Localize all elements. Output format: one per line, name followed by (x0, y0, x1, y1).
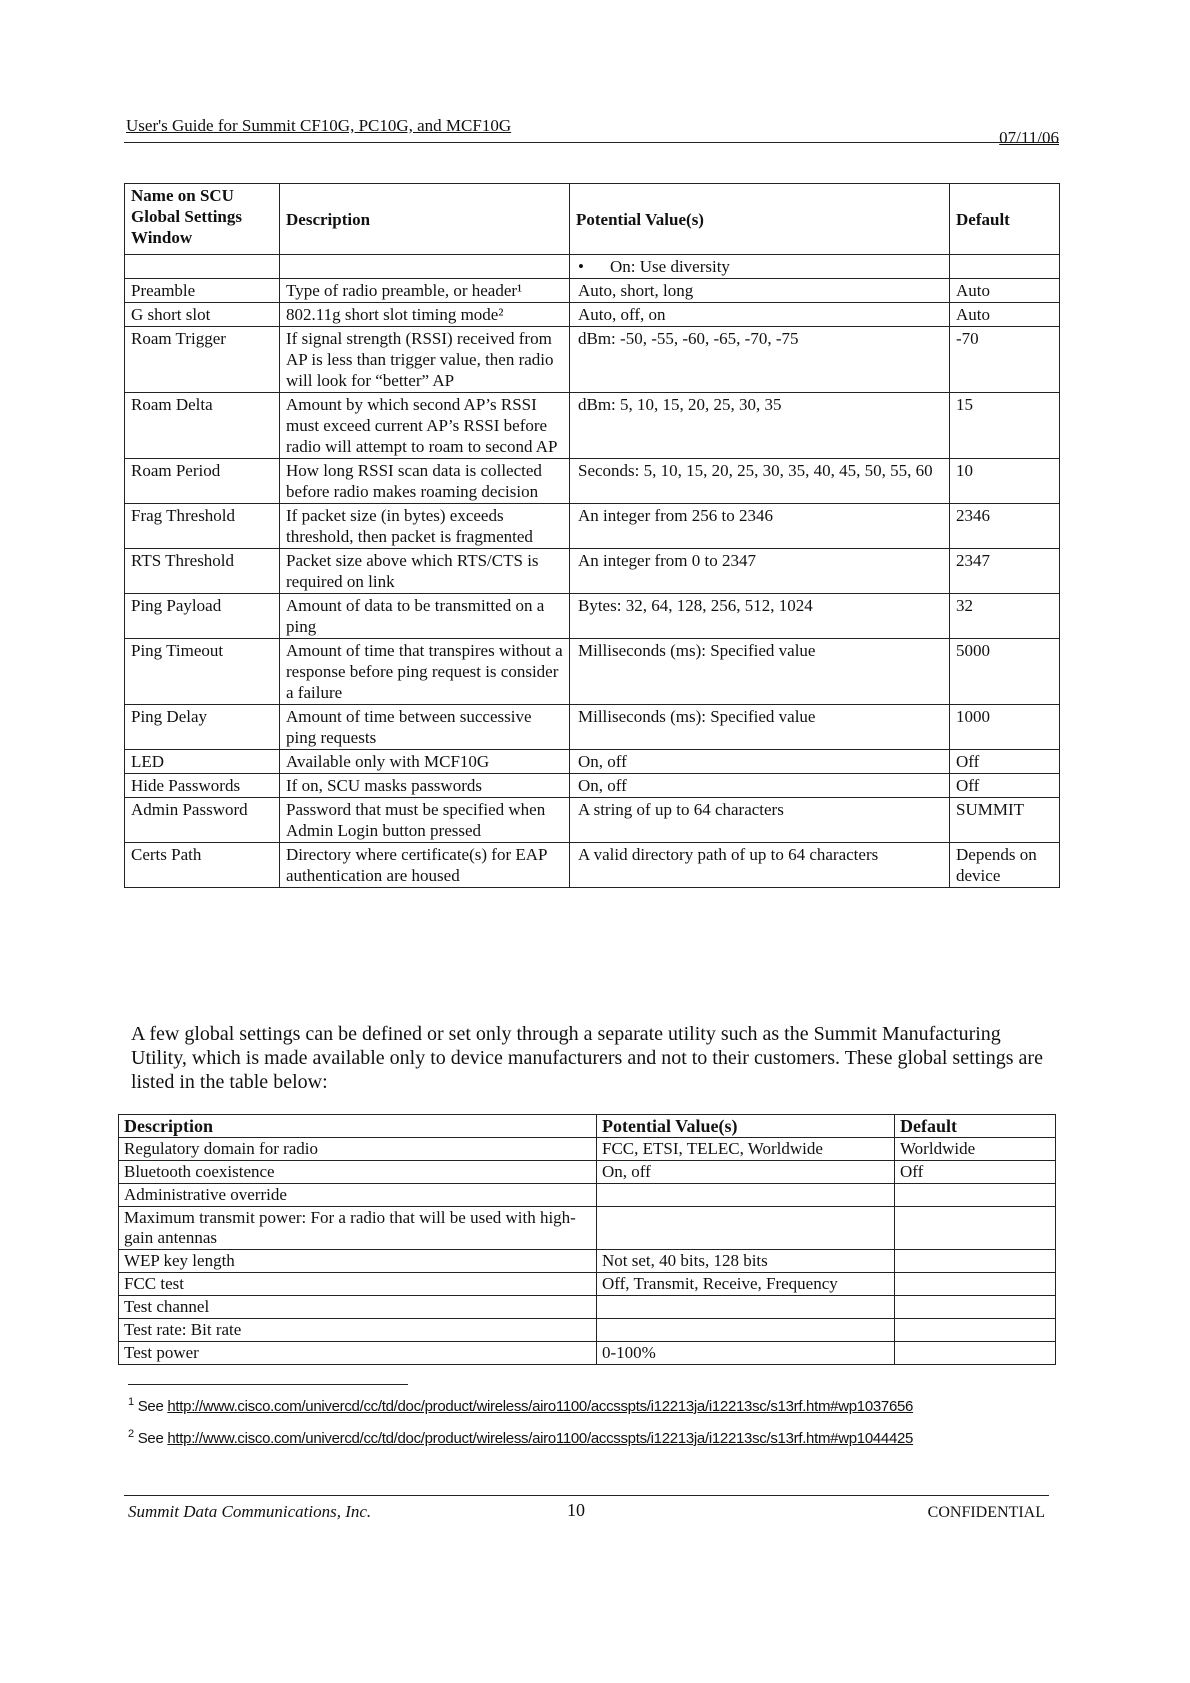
table-row (119, 1161, 1056, 1184)
table-cell: Not set, 40 bits, 128 bits (597, 1250, 895, 1273)
table-row (119, 1250, 1056, 1273)
table-cell: FCC, ETSI, TELEC, Worldwide (597, 1138, 895, 1161)
table-row (125, 798, 1060, 843)
table-cell (895, 1296, 1056, 1319)
table-cell: Packet size above which RTS/CTS is required on link (280, 549, 570, 594)
table-cell: Off, Transmit, Receive, Frequency (597, 1273, 895, 1296)
table-cell (895, 1207, 1056, 1250)
table-cell: 0-100% (597, 1342, 895, 1365)
footnote: $^2$ See http://www.cisco.com/univercd/cc/td/doc/product/wireless/airo1100/accsspts/i12213ja/i12213sc/s13rf.htm#wp1044425 (128, 1428, 914, 1447)
table-cell: 10 (950, 459, 1060, 504)
footnote-link[interactable]: http://www.cisco.com/univercd/cc/td/doc/product/wireless/airo1100/accsspts/i12213ja/i12213sc/s13rf.htm#wp1044425 (167, 1430, 914, 1447)
table-cell: Type of radio preamble, or header¹ (280, 279, 570, 303)
table-row (125, 255, 1060, 279)
confidential-label: CONFIDENTIAL (927, 1504, 1045, 1521)
table-cell: Worldwide (895, 1138, 1056, 1161)
table-cell: G short slot (125, 303, 280, 327)
table-cell: Bytes: 32, 64, 128, 256, 512, 1024 (570, 594, 950, 639)
column-header: Description (280, 184, 570, 255)
table-cell: WEP key length (119, 1250, 597, 1273)
table-header-row (125, 184, 1060, 255)
table-row (125, 393, 1060, 459)
table-cell: 5000 (950, 639, 1060, 705)
table-cell: On, off (570, 750, 950, 774)
table-cell: Amount of data to be transmitted on a ping (280, 594, 570, 639)
page-number: 10 (567, 1500, 585, 1520)
page-header (124, 116, 1059, 147)
table-cell: Auto (950, 303, 1060, 327)
table-row (125, 843, 1060, 888)
company-name: Summit Data Communications, Inc. (128, 1502, 372, 1521)
table-cell: Ping Delay (125, 705, 280, 750)
table-row (119, 1273, 1056, 1296)
table-cell (597, 1296, 895, 1319)
table-cell (597, 1319, 895, 1342)
table-cell: Milliseconds (ms): Specified value (570, 705, 950, 750)
document-title: User's Guide for Summit CF10G, PC10G, and MCF10G (126, 116, 512, 135)
table-cell: SUMMIT (950, 798, 1060, 843)
table-cell (597, 1184, 895, 1207)
table-row (125, 774, 1060, 798)
table-cell: Password that must be specified when Admin Login button pressed (280, 798, 570, 843)
table-cell: If signal strength (RSSI) received from AP is less than trigger value, then radio will look for “better” AP (280, 327, 570, 393)
table-row (125, 279, 1060, 303)
footnote-divider (128, 1384, 408, 1385)
table-cell: Amount of time between successive ping requests (280, 705, 570, 750)
column-header: Default (895, 1115, 1056, 1138)
table-cell: LED (125, 750, 280, 774)
table-cell: Maximum transmit power: For a radio that will be used with high-gain antennas (119, 1207, 597, 1250)
table-cell: 2347 (950, 549, 1060, 594)
table-cell: Frag Threshold (125, 504, 280, 549)
table-row (119, 1138, 1056, 1161)
table-cell: Certs Path (125, 843, 280, 888)
table-cell: An integer from 256 to 2346 (570, 504, 950, 549)
table-cell: Roam Delta (125, 393, 280, 459)
table-cell: Auto, off, on (570, 303, 950, 327)
table-cell: Preamble (125, 279, 280, 303)
footnote: $^1$ See http://www.cisco.com/univercd/cc/td/doc/product/wireless/airo1100/accsspts/i12213ja/i12213sc/s13rf.htm#wp1037656 (128, 1396, 914, 1415)
table-cell: Administrative override (119, 1184, 597, 1207)
table-cell: Bluetooth coexistence (119, 1161, 597, 1184)
table-cell: Test rate: Bit rate (119, 1319, 597, 1342)
table-cell: Test channel (119, 1296, 597, 1319)
table-row (125, 549, 1060, 594)
table-cell: A string of up to 64 characters (570, 798, 950, 843)
table-cell (895, 1250, 1056, 1273)
table-row (125, 504, 1060, 549)
table-cell: A valid directory path of up to 64 characters (570, 843, 950, 888)
table-cell: Roam Trigger (125, 327, 280, 393)
table-cell (895, 1184, 1056, 1207)
table-row (125, 639, 1060, 705)
table-row (125, 459, 1060, 504)
table-cell: FCC test (119, 1273, 597, 1296)
table-cell: Test power (119, 1342, 597, 1365)
table-cell: If on, SCU masks passwords (280, 774, 570, 798)
table-row (119, 1296, 1056, 1319)
column-header: Potential Value(s) (570, 184, 950, 255)
table-row (125, 594, 1060, 639)
table-cell: On, off (597, 1161, 895, 1184)
table-row (119, 1184, 1056, 1207)
column-header: Default (950, 184, 1060, 255)
table-cell: Available only with MCF10G (280, 750, 570, 774)
table-cell: Amount by which second AP’s RSSI must exceed current AP’s RSSI before radio will attempt to roam to second AP (280, 393, 570, 459)
table-cell: Hide Passwords (125, 774, 280, 798)
footnote-link[interactable]: http://www.cisco.com/univercd/cc/td/doc/product/wireless/airo1100/accsspts/i12213ja/i12213sc/s13rf.htm#wp1037656 (167, 1398, 914, 1415)
global-settings-table (124, 183, 1060, 888)
table-cell: RTS Threshold (125, 549, 280, 594)
table-row (125, 705, 1060, 750)
table-cell: dBm: -50, -55, -60, -65, -70, -75 (570, 327, 950, 393)
column-header: Potential Value(s) (597, 1115, 895, 1138)
table-cell: If packet size (in bytes) exceeds threshold, then packet is fragmented (280, 504, 570, 549)
table-cell: -70 (950, 327, 1060, 393)
table-cell: Milliseconds (ms): Specified value (570, 639, 950, 705)
table-cell: Off (950, 750, 1060, 774)
table-cell: An integer from 0 to 2347 (570, 549, 950, 594)
table-cell: Roam Period (125, 459, 280, 504)
body-paragraph: A few global settings can be defined or set only through a separate utility such as the Summit Manufacturing Utility, which is made available only to device manufacturers and not to their customers. These global settings are listed in the table below: (131, 1023, 1043, 1093)
table-cell: On, off (570, 774, 950, 798)
table-cell: Off (895, 1161, 1056, 1184)
column-header: Name on SCU Global Settings Window (125, 184, 280, 255)
bullet: • (578, 257, 584, 276)
table-cell: Regulatory domain for radio (119, 1138, 597, 1161)
table-cell: How long RSSI scan data is collected before radio makes roaming decision (280, 459, 570, 504)
table-cell (895, 1342, 1056, 1365)
table-cell: Amount of time that transpires without a response before ping request is consider a failure (280, 639, 570, 705)
table-cell: Directory where certificate(s) for EAP authentication are housed (280, 843, 570, 888)
manufacturing-settings-table (118, 1114, 1056, 1365)
document-date: 07/11/06 (999, 128, 1059, 147)
table-cell: Auto, short, long (570, 279, 950, 303)
table-row (119, 1319, 1056, 1342)
table-cell: 32 (950, 594, 1060, 639)
table-header-row (119, 1115, 1056, 1138)
table-row (125, 303, 1060, 327)
table-row (125, 750, 1060, 774)
table-cell: Depends on device (950, 843, 1060, 888)
table-row (125, 327, 1060, 393)
page-footer (124, 1495, 1049, 1526)
table-cell (895, 1319, 1056, 1342)
table-cell: • On: Use diversity (570, 255, 950, 279)
table-cell (597, 1207, 895, 1250)
table-cell: Off (950, 774, 1060, 798)
table-cell: Ping Payload (125, 594, 280, 639)
table-cell: 15 (950, 393, 1060, 459)
table-cell: 1000 (950, 705, 1060, 750)
table-cell: Auto (950, 279, 1060, 303)
table-row (119, 1342, 1056, 1365)
table-cell: dBm: 5, 10, 15, 20, 25, 30, 35 (570, 393, 950, 459)
table-cell: 2346 (950, 504, 1060, 549)
table-cell: Admin Password (125, 798, 280, 843)
table-cell (895, 1273, 1056, 1296)
table-cell: Seconds: 5, 10, 15, 20, 25, 30, 35, 40, 45, 50, 55, 60 (570, 459, 950, 504)
table-row (119, 1207, 1056, 1250)
table-cell: Ping Timeout (125, 639, 280, 705)
table-cell: 802.11g short slot timing mode² (280, 303, 570, 327)
column-header: Description (119, 1115, 597, 1138)
